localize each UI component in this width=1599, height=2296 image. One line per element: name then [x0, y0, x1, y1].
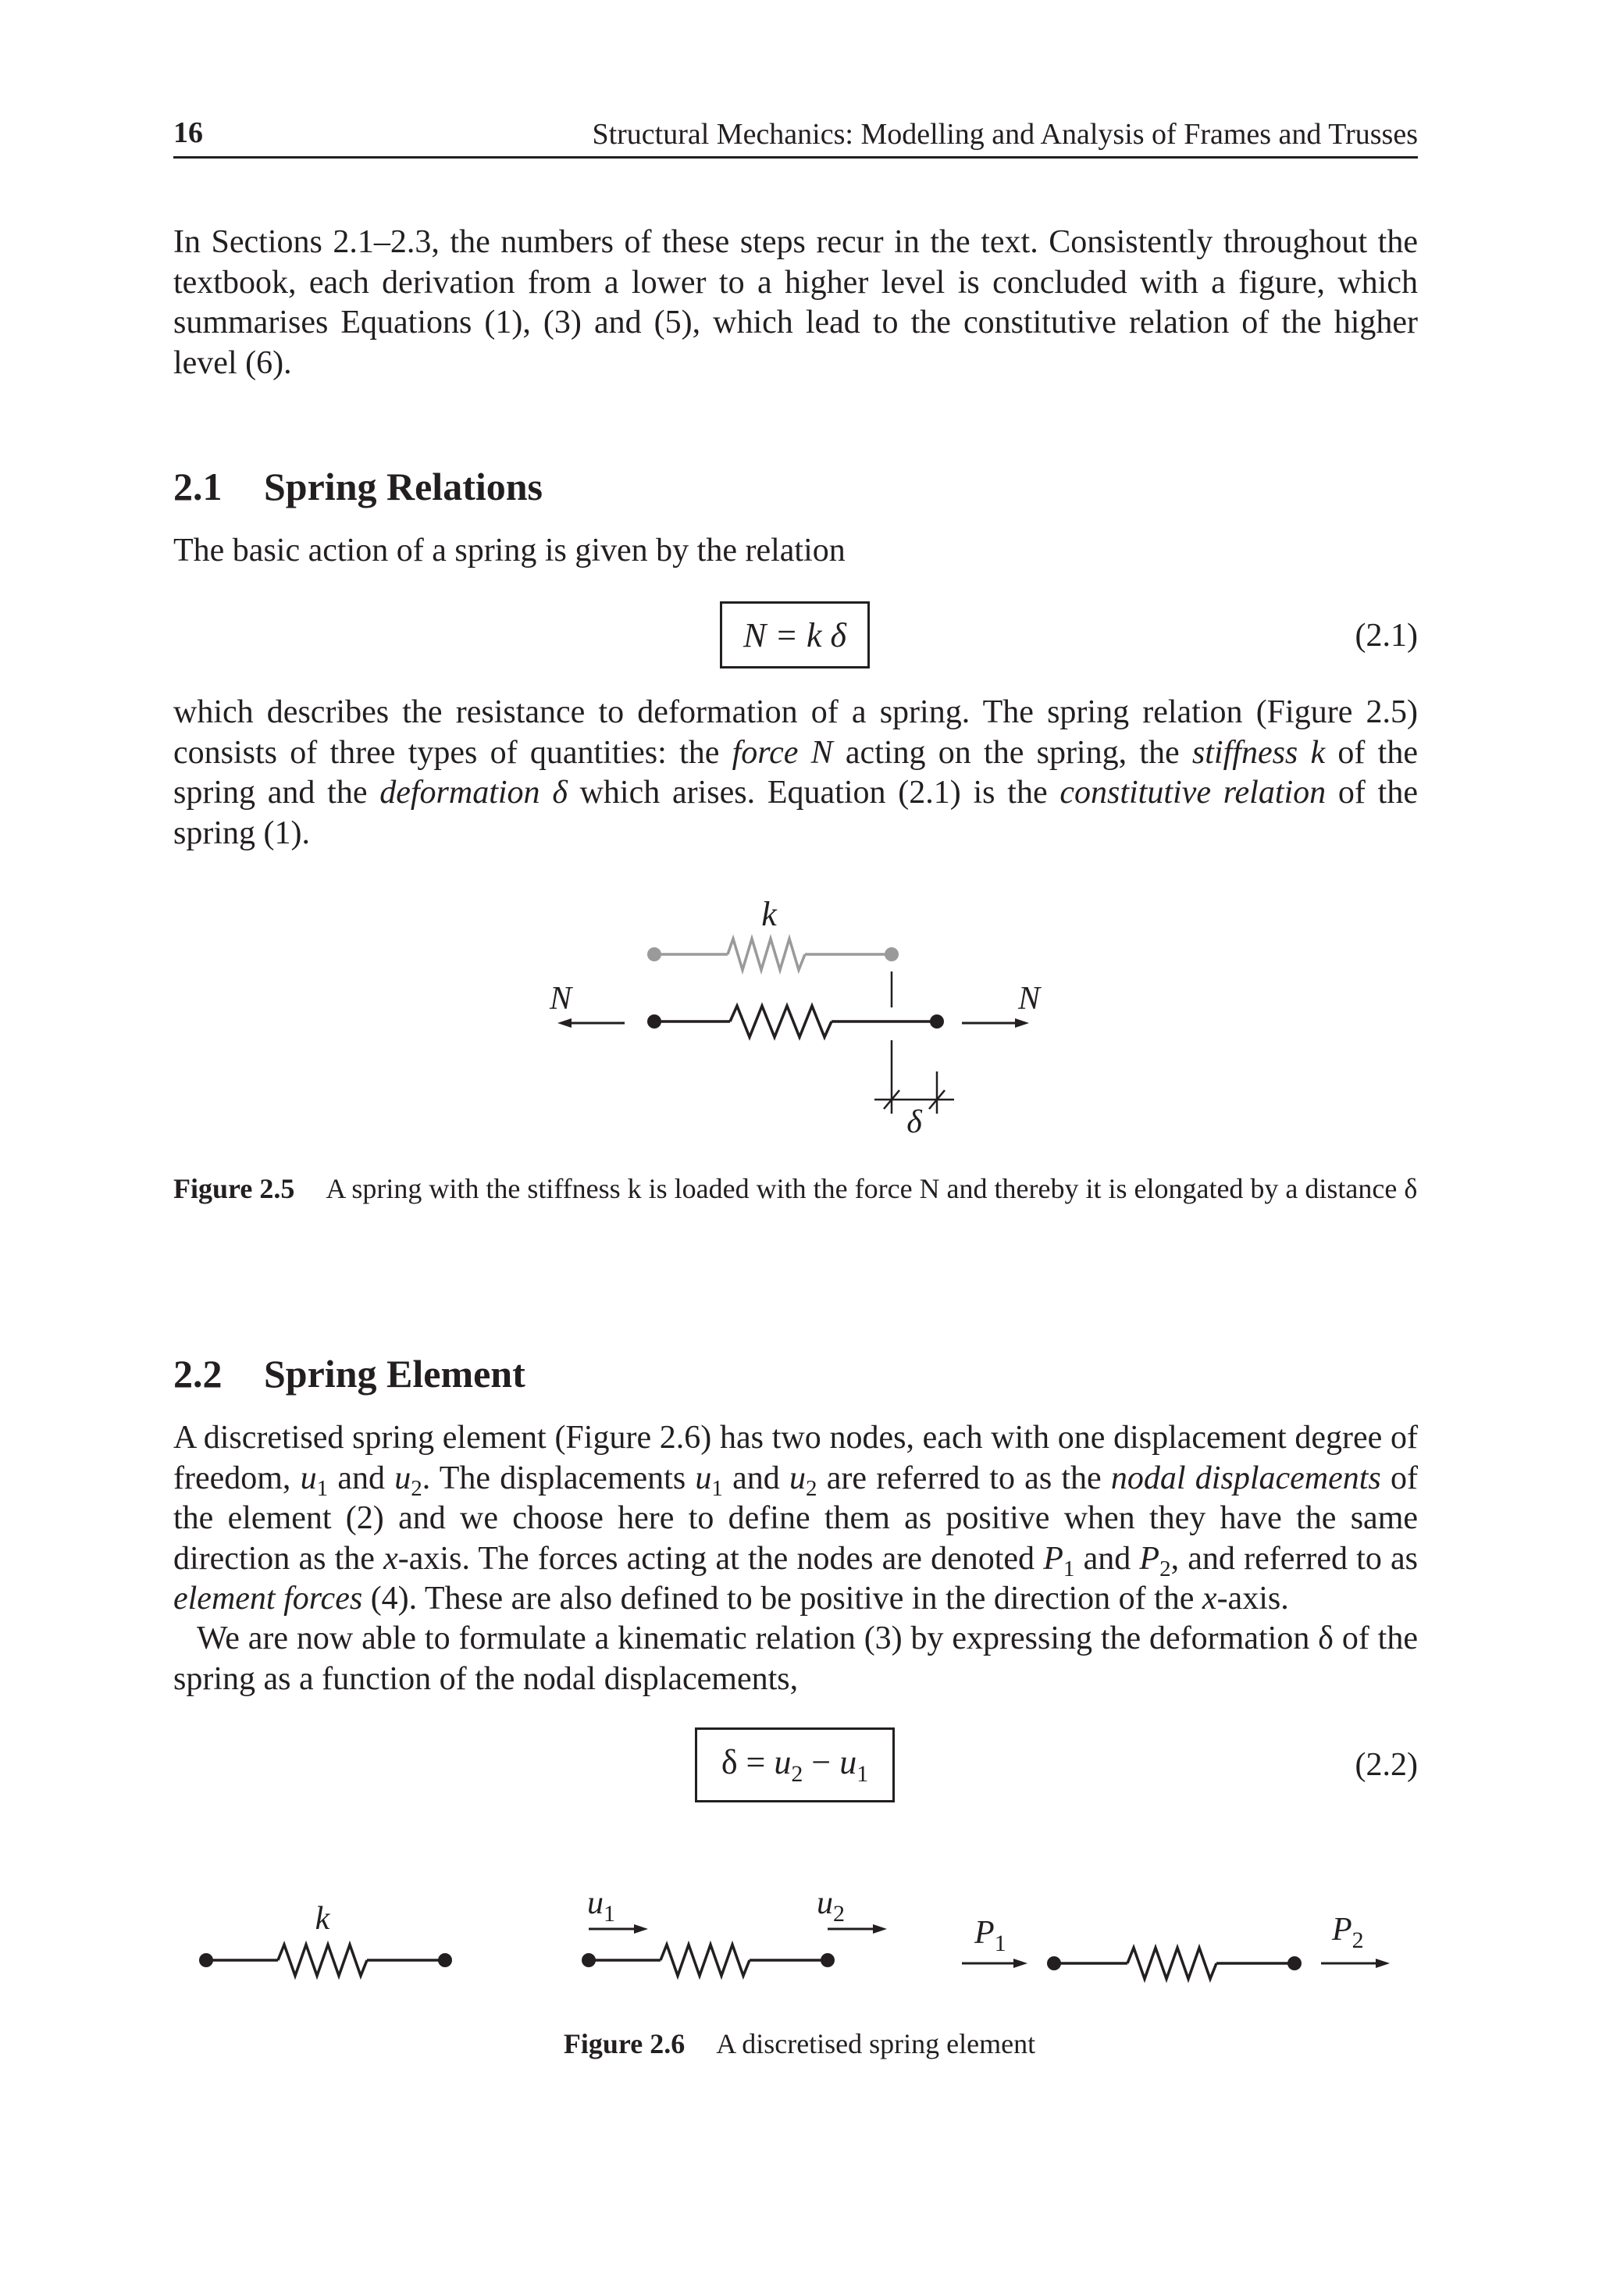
section-2-1-lead	[173, 531, 1418, 572]
figure-2-5-caption	[173, 1171, 1418, 1207]
spring1-node-right	[438, 1953, 452, 1967]
label-u1: $u_1$	[587, 1885, 615, 1927]
section-number: 2.2	[173, 1352, 223, 1396]
caption-text: A discretised spring element	[716, 2028, 1036, 2059]
spring2-node-right	[821, 1953, 835, 1967]
label-N-left: N	[549, 981, 572, 1017]
figure-2-6	[0, 1859, 1599, 1984]
section-number: 2.1	[173, 465, 223, 508]
undeformed-node-left	[647, 947, 661, 961]
equation-2-2: $\delta = u_2 - u_1$	[721, 1743, 869, 1787]
section-title: Spring Element	[264, 1352, 525, 1396]
equation-2-1: N = k δ	[743, 615, 847, 654]
figure-2-5	[0, 875, 1599, 1156]
section-2-1-paragraph	[173, 693, 1418, 854]
label-delta: δ	[906, 1104, 922, 1140]
force-arrow-left	[557, 1018, 625, 1028]
caption-text: A spring with the stiffness k is loaded with the force N and thereby it is elongated by a distance δ	[326, 1173, 1418, 1204]
label-u2: $u_2$	[817, 1885, 845, 1927]
paragraph-text: We are now able to formulate a kinematic relation (3) by expressing the deformation δ of the spring as a function of the nodal displacements,	[173, 1620, 1418, 1697]
displacement-arrow-u1	[589, 1924, 648, 1934]
deformed-node-left	[647, 1014, 661, 1029]
page-number: 16	[173, 116, 203, 149]
caption-label: Figure 2.5	[173, 1173, 295, 1204]
spring3-node-left	[1047, 1956, 1061, 1970]
spring-forces	[1054, 1948, 1295, 1979]
spring2-node-left	[582, 1953, 596, 1967]
deformed-spring	[654, 1006, 937, 1037]
label-k: k	[761, 895, 777, 933]
force-arrow-P1	[962, 1959, 1027, 1968]
paragraph-text: which describes the resistance to deformation of a spring. The spring relation (Figure 2.5) consists of three types of quantities: the force N acting on the spring, the stiffness k of the spring and the deformation δ which arises. Equation (2.1) is the constitutive relation of the spring (1).	[173, 694, 1418, 851]
intro-paragraph	[173, 223, 1418, 383]
equation-number-2-1: (2.1)	[1355, 618, 1418, 654]
force-arrow-P2	[1321, 1959, 1390, 1968]
running-title: Structural Mechanics: Modelling and Analysis of Frames and Trusses	[592, 118, 1418, 151]
deformed-node-right	[930, 1014, 944, 1029]
label-P1: $P_1$	[974, 1915, 1006, 1956]
lead-text: The basic action of a spring is given by the relation	[173, 533, 846, 569]
label-P2: $P_2$	[1332, 1912, 1364, 1953]
section-heading-2-2	[173, 1351, 525, 1396]
force-arrow-right	[962, 1018, 1029, 1028]
spring3-node-right	[1287, 1956, 1302, 1970]
spring1-node-left	[199, 1953, 213, 1967]
equation-number-2-2: (2.2)	[1355, 1747, 1418, 1783]
equation-2-1-box	[720, 601, 870, 668]
undeformed-spring	[654, 939, 892, 970]
section-heading-2-1	[173, 464, 543, 509]
figure-2-6-caption	[0, 2026, 1599, 2062]
section-2-2-paragraph-2	[173, 1619, 1418, 1699]
paragraph-text: A discretised spring element (Figure 2.6) has two nodes, each with one displacement degree of freedom, $u_1$ and $u_2$. The displacements $u_1$ and $u_2$ are referred to as the nodal displacements of the element (2) and we choose here to define them as positive when they have the same direction as the x-axis. The forces acting at the nodes are denoted $P_1$ and $P_2$, and referred to as element forces (4). These are also defined to be positive in the direction of the x-axis.	[173, 1420, 1418, 1617]
delta-dimension	[874, 972, 954, 1114]
caption-label: Figure 2.6	[563, 2028, 686, 2059]
undeformed-node-right	[885, 947, 899, 961]
section-title: Spring Relations	[264, 465, 543, 508]
label-N-right: N	[1017, 981, 1041, 1017]
equation-2-2-box	[695, 1727, 895, 1802]
section-2-2-paragraph-1	[173, 1418, 1418, 1620]
header-rule	[173, 156, 1418, 159]
label-k: k	[315, 1901, 330, 1937]
intro-text: In Sections 2.1–2.3, the numbers of these steps recur in the text. Consistently throughout the textbook, each derivation from a lower to a higher level is concluded with a figure, which summarises Equations (1), (3) and (5), which lead to the constitutive relation of the higher level (6).	[173, 224, 1418, 381]
spring-stiffness	[206, 1945, 445, 1976]
spring-displacements	[589, 1945, 828, 1976]
